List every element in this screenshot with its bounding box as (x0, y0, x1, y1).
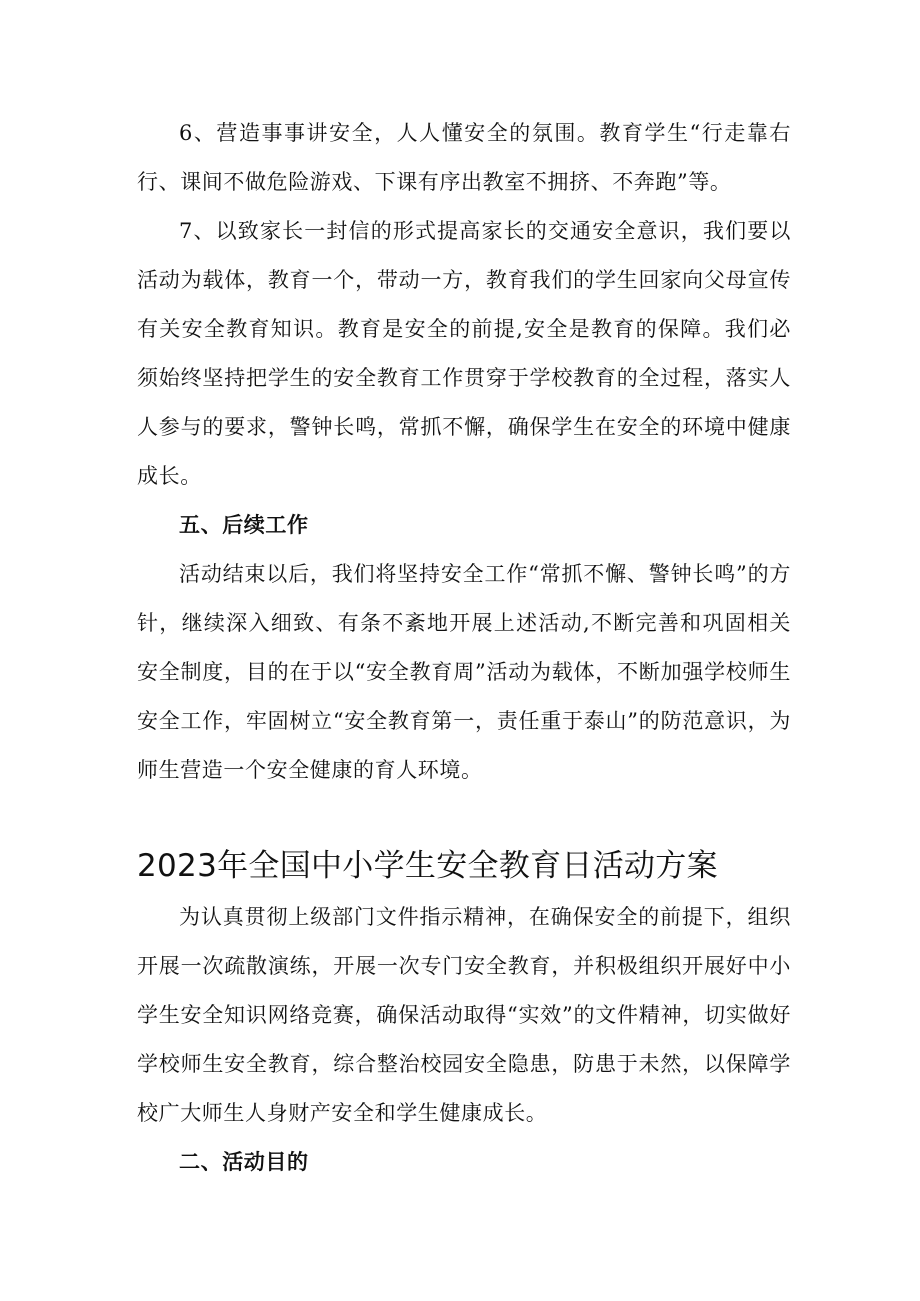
paragraph-intro: 为认真贯彻上级部门文件指示精神，在确保安全的前提下，组织开展一次疏散演练，开展一次专门安全教育，并积极组织开展好中小学生安全知识网络竞赛，确保活动取得“实效”的文件精神，切实做好学校师生安全教育，综合整治校园安全隐患，防患于未然，以保障学校广大师生人身财产安全和学生健康成长。 (137, 905, 791, 1125)
paragraph-item-7: 7、以致家长一封信的形式提高家长的交通安全意识，我们要以活动为载体，教育一个，带动一方，教育我们的学生回家向父母宣传有关安全教育知识。教育是安全的前提,安全是教育的保障。我们必须始终坚持把学生的安全教育工作贯穿于学校教育的全过程，落实人人参与的要求，警钟长鸣，常抓不懈，确保学生在安全的环境中健康成长。 (137, 219, 791, 488)
paragraph-item-6: 6、营造事事讲安全，人人懂安全的氛围。教育学生“行走靠右行、课间不做危险游戏、下课有序出教室不拥挤、不奔跑”等。 (137, 121, 791, 194)
section-heading-purpose: 二、活动目的 (179, 1150, 309, 1174)
paragraph-followup: 活动结束以后，我们将坚持安全工作“常抓不懈、警钟长鸣”的方针，继续深入细致、有条不紊地开展上述活动,不断完善和巩固相关安全制度，目的在于以“安全教育周”活动为载体，不断加强学校师生安全工作，牢固树立“安全教育第一，责任重于泰山”的防范意识，为师生营造一个安全健康的育人环境。 (137, 562, 791, 782)
section-heading-followup: 五、后续工作 (179, 513, 309, 537)
document-title: 2023年全国中小学生安全教育日活动方案 (137, 848, 718, 884)
top-section (137, 109, 791, 795)
bottom-section (137, 893, 791, 1187)
